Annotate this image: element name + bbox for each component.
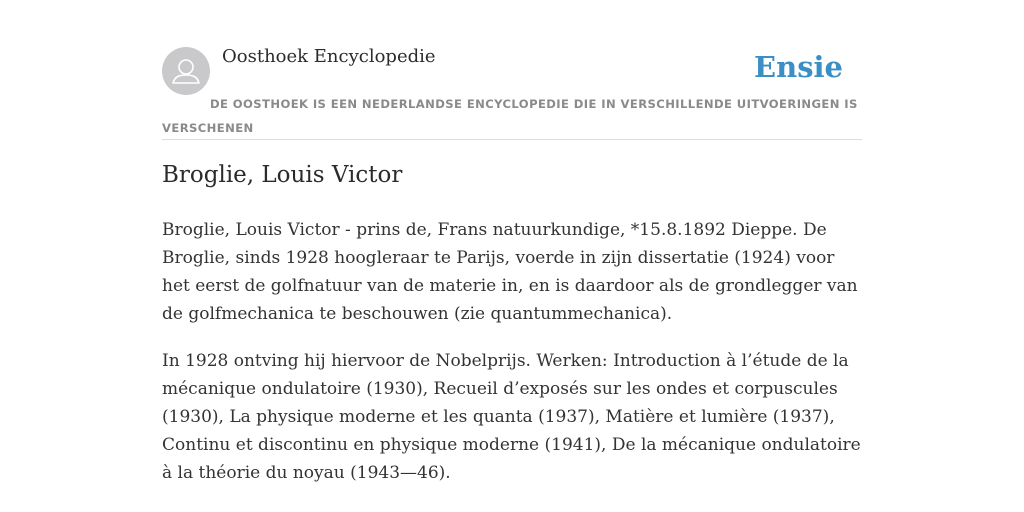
user-icon	[162, 47, 210, 95]
brand-logo-link[interactable]: Ensie	[754, 50, 843, 84]
article-paragraph: Broglie, Louis Victor - prins de, Frans natuurkundige, *15.8.1892 Dieppe. De Broglie, sinds 1928 hoogleraar te Parijs, voerde in zijn dissertatie (1924) voor het eerst de golfnatuur van de materie in, en is daardoor als de grondlegger van de golfmechanica te beschouwen (zie quantummechanica).	[162, 220, 858, 324]
article-body	[162, 216, 862, 506]
article-paragraph: In 1928 ontving hij hiervoor de Nobelprijs. Werken: Introduction à l’étude de la mécanique ondulatoire (1930), Recueil d’exposés sur les ondes et corpuscules (1930), La physique moderne et les quanta (1937), Matière et lumière (1937), Continu et discontinu en physique moderne (1941), De la mécanique ondulatoire à la théorie du noyau (1943—46).	[162, 351, 861, 483]
site-title-link[interactable]: Oosthoek Encyclopedie	[222, 46, 436, 67]
header-divider	[162, 139, 862, 140]
avatar[interactable]	[162, 47, 210, 95]
site-tagline: DE OOSTHOEK IS EEN NEDERLANDSE ENCYCLOPEDIE DIE IN VERSCHILLENDE UITVOERINGEN IS VERSCHENEN	[162, 97, 858, 135]
article-title: Broglie, Louis Victor	[162, 162, 403, 188]
